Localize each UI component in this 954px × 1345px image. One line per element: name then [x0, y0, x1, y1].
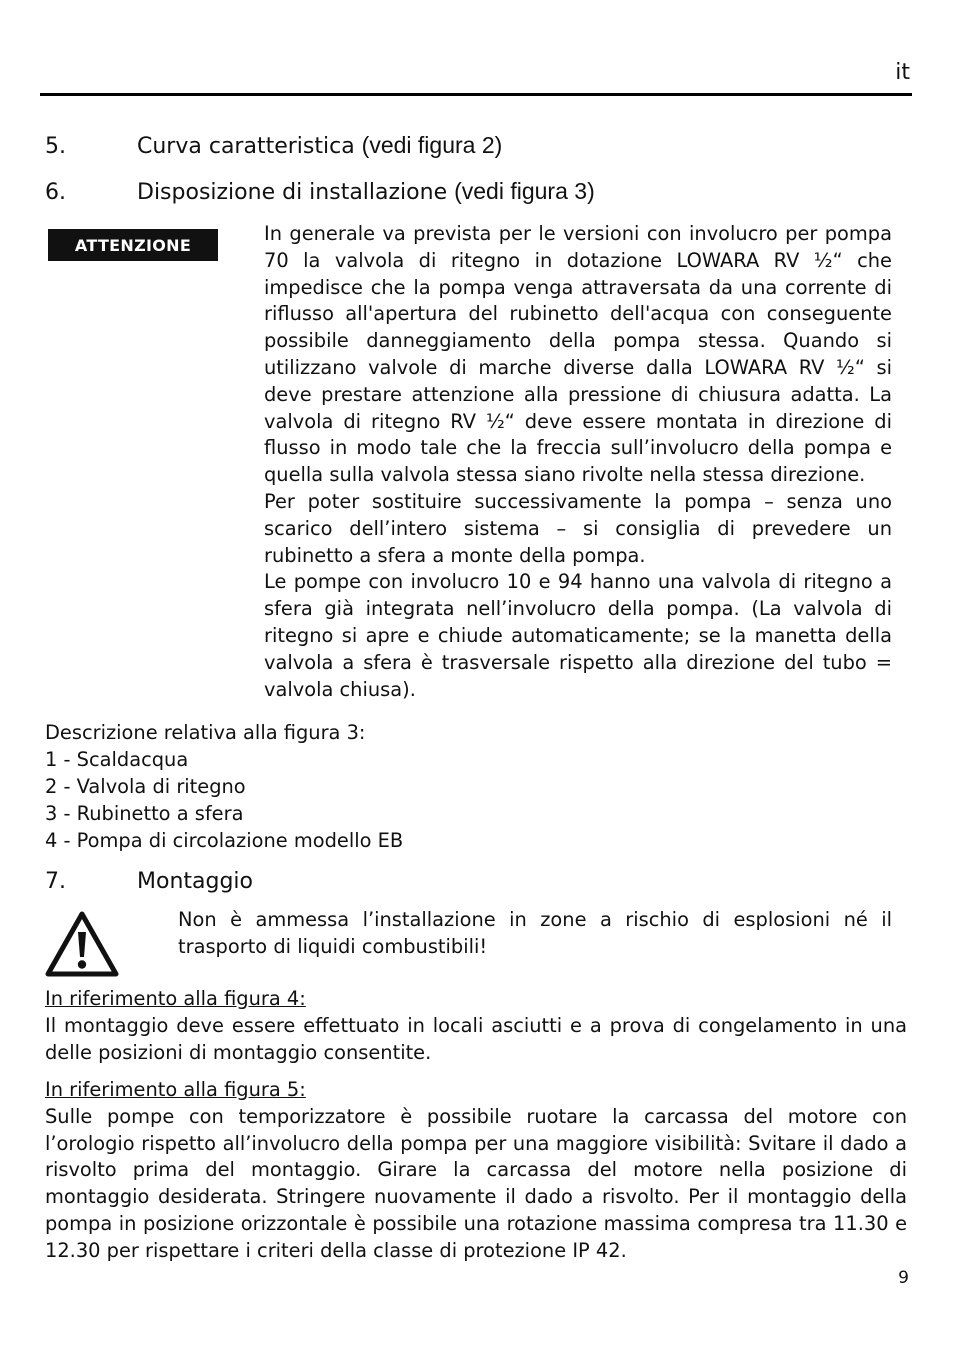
- attention-paragraph-2: Per poter sostituire successivamente la pompa – senza uno scarico dell’intero sistema – si consiglia di prevedere un rubinetto a sfera a monte della pompa.: [264, 489, 892, 567]
- section-heading-7: [45, 867, 253, 897]
- list-item: 1 - Scaldacqua: [45, 748, 189, 771]
- figure3-intro: Descrizione relativa alla figura 3:: [45, 721, 366, 744]
- language-code: it: [895, 60, 910, 85]
- figure4-block: [45, 986, 907, 1066]
- attention-text: [264, 221, 892, 703]
- section-figure-ref: (vedi figura 3): [454, 178, 595, 204]
- attention-paragraph-3: Le pompe con involucro 10 e 94 hanno una valvola di ritegno a sfera già integrata nell’involucro della pompa. (La valvola di ritegno si apre e chiude automaticamente; se la manetta della valvola a sfera è trasversale rispetto alla direzione del tubo = valvola chiusa).: [264, 570, 892, 701]
- section-heading-5: [45, 130, 502, 162]
- list-item: 4 - Pompa di circolazione modello EB: [45, 829, 404, 852]
- figure4-text: Il montaggio deve essere effettuato in locali asciutti e a prova di congelamento in una delle posizioni di montaggio consentite.: [45, 1013, 907, 1064]
- list-item: 2 - Valvola di ritegno: [45, 775, 246, 798]
- warning-triangle-icon: [45, 910, 119, 978]
- section-title: Disposizione di installazione: [137, 180, 448, 205]
- section-heading-6: [45, 176, 595, 208]
- warning-text: Non è ammessa l’installazione in zone a rischio di esplosioni né il trasporto di liquidi combustibili!: [178, 908, 892, 958]
- section-figure-ref: (vedi figura 2): [361, 132, 503, 158]
- attention-badge: ATTENZIONE: [48, 229, 218, 261]
- list-item: 3 - Rubinetto a sfera: [45, 802, 244, 825]
- section-number: 6.: [45, 180, 66, 205]
- section-title: Montaggio: [137, 869, 253, 894]
- figure5-block: [45, 1077, 907, 1265]
- figure3-legend: [45, 719, 403, 854]
- section-number: 5.: [45, 134, 66, 159]
- section-number: 7.: [45, 869, 66, 894]
- figure4-heading: In riferimento alla figura 4:: [45, 987, 306, 1010]
- figure5-text: Sulle pompe con temporizzatore è possibile ruotare la carcassa del motore con l’orologio rispetto all’involucro della pompa per una maggiore visibilità: Svitare il dado a risvolto prima del montaggio. Girare la carcassa del motore nella posizione di montaggio desiderata. Stringere nuovamente il dado a risvolto. Per il montaggio della pompa in posizione orizzontale è possibile una rotazione massima compresa tra 11.30 e 12.30 per rispettare i criteri della classe di protezione IP 42.: [45, 1104, 907, 1262]
- header-rule: [40, 93, 912, 96]
- page-number: 9: [898, 1268, 909, 1288]
- figure5-heading: In riferimento alla figura 5:: [45, 1078, 306, 1101]
- attention-paragraph-1: In generale va prevista per le versioni con involucro per pompa 70 la valvola di ritegno in dotazione LOWARA RV ½“ che impedisce che la pompa venga attraversata da una corrente di riflusso all'apertura del rubinetto dell'acqua con conseguente possibile danneggiamento della pompa stessa. Quando si utilizzano valvole di marche diverse dalla LOWARA RV ½“ si deve prestare attenzione alla pressione di chiusura adatta. La valvola di ritegno RV ½“ deve essere montata in direzione di flusso in modo tale che la freccia sull’involucro della pompa e quella sulla valvola stessa siano rivolte nella stessa direzione.: [264, 222, 892, 487]
- section-title: Curva caratteristica: [137, 134, 355, 159]
